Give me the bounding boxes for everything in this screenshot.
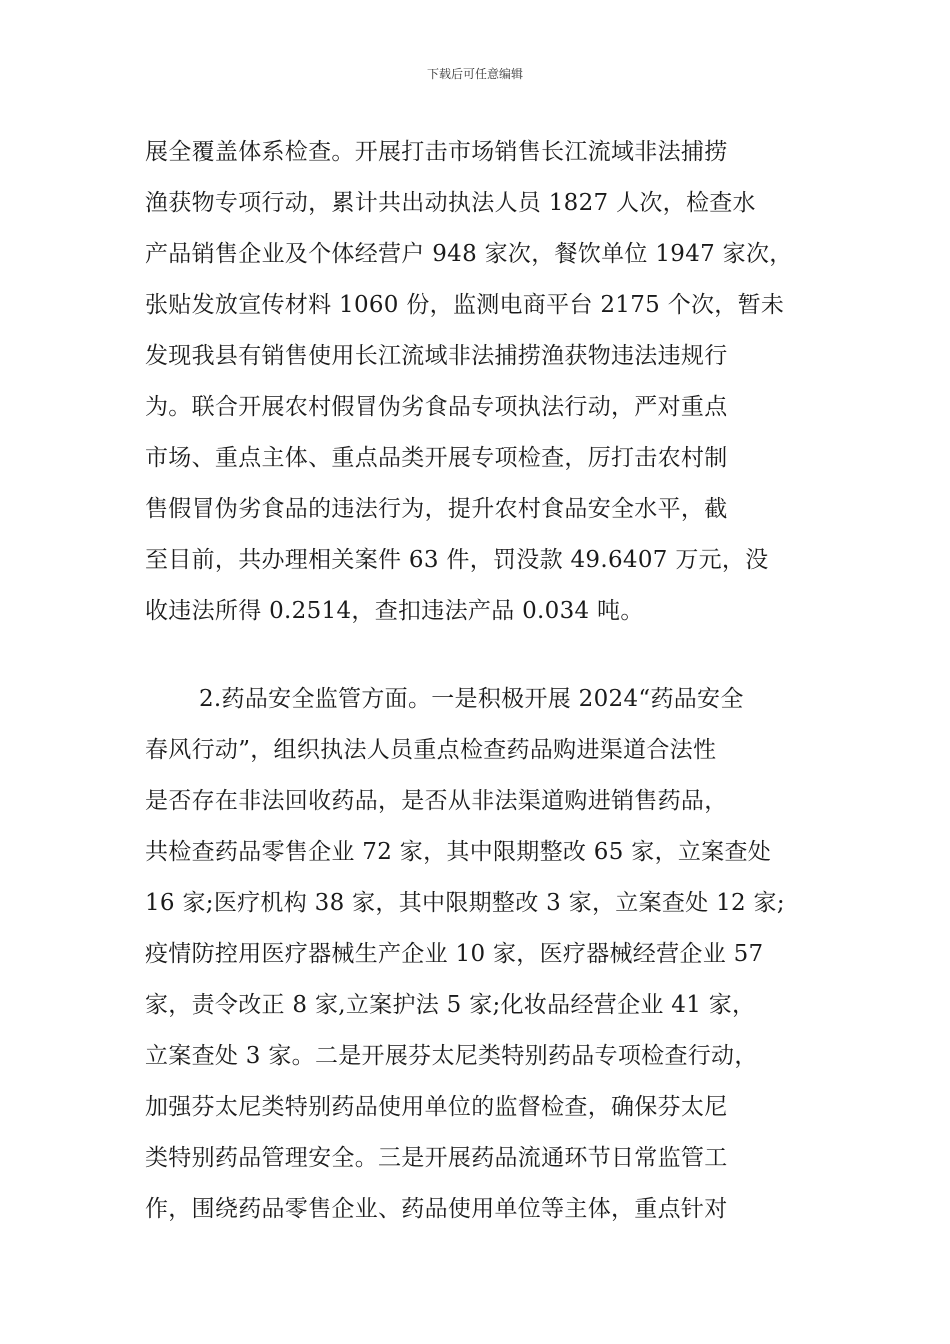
text-line: 展全覆盖体系检查。开展打击市场销售长江流域非法捕捞 — [145, 139, 728, 165]
text-line: 售假冒伪劣食品的违法行为，提升农村食品安全水平，截 — [145, 496, 728, 522]
text-line: 是否存在非法回收药品，是否从非法渠道购进销售药品， — [145, 788, 728, 814]
text-line: 作，围绕药品零售企业、药品使用单位等主体，重点针对 — [145, 1196, 728, 1222]
text-line: 共检查药品零售企业 72 家，其中限期整改 65 家，立案查处 — [145, 839, 772, 865]
text-line: 收违法所得 0.2514，查扣违法产品 0.034 吨。 — [145, 598, 644, 624]
page-header: 下载后可任意编辑 — [426, 67, 523, 81]
text-line: 至目前，共办理相关案件 63 件，罚没款 49.6407 万元，没 — [145, 547, 769, 573]
text-line: 市场、重点主体、重点品类开展专项检查，厉打击农村制 — [145, 445, 728, 471]
text-line: 渔获物专项行动，累计共出动执法人员 1827 人次，检查水 — [145, 190, 756, 216]
paragraph-food-safety — [145, 127, 815, 637]
paragraph-drug-safety — [145, 674, 815, 1235]
text-line: 类特别药品管理安全。三是开展药品流通环节日常监管工 — [145, 1145, 728, 1171]
text-line: 立案查处 3 家。二是开展芬太尼类特别药品专项检查行动， — [145, 1043, 758, 1069]
text-line: 加强芬太尼类特别药品使用单位的监督检查，确保芬太尼 — [145, 1094, 728, 1120]
text-line: 春风行动”，组织执法人员重点检查药品购进渠道合法性 — [145, 737, 717, 763]
text-line: 产品销售企业及个体经营户 948 家次，餐饮单位 1947 家次， — [145, 241, 793, 267]
text-line: 家，责令改正 8 家,立案护法 5 家;化妆品经营企业 41 家， — [145, 992, 756, 1018]
text-line: 16 家;医疗机构 38 家，其中限期整改 3 家，立案查处 12 家; — [145, 890, 785, 916]
text-line: 疫情防控用医疗器械生产企业 10 家，医疗器械经营企业 57 — [145, 941, 764, 967]
text-line: 发现我县有销售使用长江流域非法捕捞渔获物违法违规行 — [145, 343, 728, 369]
text-line: 张贴发放宣传材料 1060 份，监测电商平台 2175 个次，暂未 — [145, 292, 785, 318]
text-line-first: 2.药品安全监管方面。一是积极开展 2024“药品安全 — [199, 686, 744, 712]
text-line: 为。联合开展农村假冒伪劣食品专项执法行动，严对重点 — [145, 394, 728, 420]
